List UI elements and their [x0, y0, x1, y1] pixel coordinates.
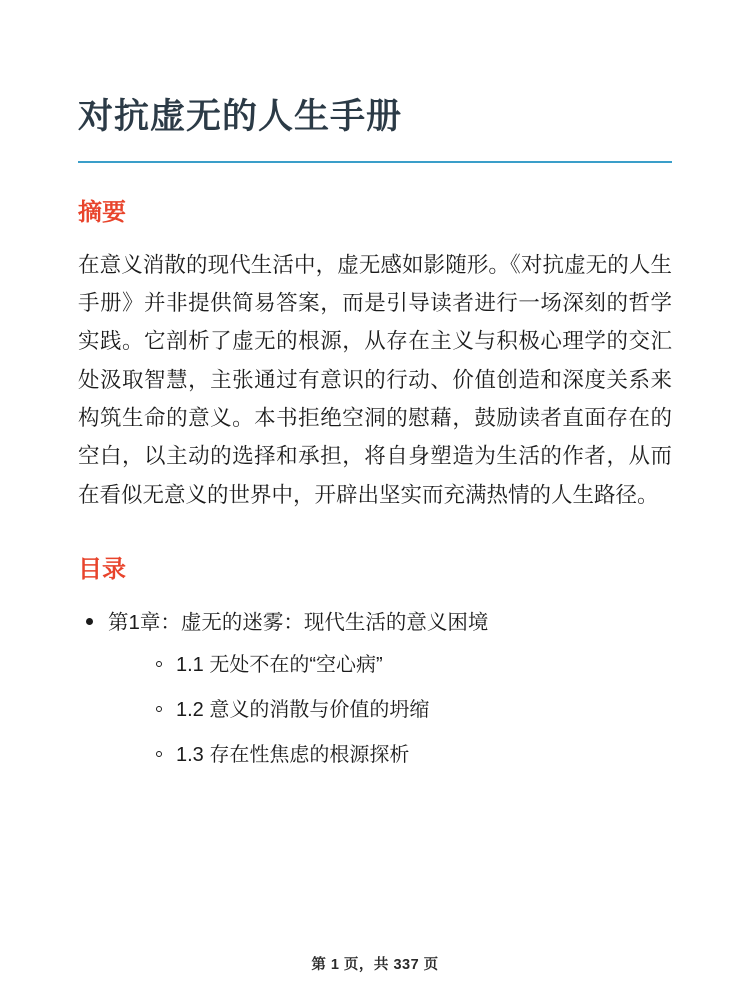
toc-section-label: 1.3 存在性焦虑的根源探析 — [176, 743, 410, 766]
toc-chapter-item[interactable] — [78, 607, 672, 771]
toc-list — [78, 607, 672, 771]
bullet-icon — [86, 618, 93, 625]
toc-sublist — [108, 650, 672, 771]
page-title: 对抗虚无的人生手册 — [78, 97, 403, 136]
toc-section-label: 1.1 无处不在的“空心病” — [176, 653, 383, 676]
toc-chapter-label: 第1章：虚无的迷雾：现代生活的意义困境 — [108, 610, 489, 634]
hollow-bullet-icon — [156, 706, 162, 712]
toc-section-label: 1.2 意义的消散与价值的坍缩 — [176, 698, 430, 721]
hollow-bullet-icon — [156, 751, 162, 757]
title-divider — [78, 161, 672, 163]
page-footer: 第 1 页，共 337 页 — [311, 957, 439, 973]
toc-section-item[interactable] — [150, 740, 672, 771]
hollow-bullet-icon — [156, 661, 162, 667]
toc-section-item[interactable] — [150, 695, 672, 726]
toc-section-item[interactable] — [150, 650, 672, 681]
abstract-heading: 摘要 — [78, 198, 126, 226]
toc-heading: 目录 — [78, 555, 126, 583]
abstract-body: 在意义消散的现代生活中，虚无感如影随形。《对抗虚无的人生手册》并非提供简易答案，而是引导读者进行一场深刻的哲学实践。它剖析了虚无的根源，从存在主义与积极心理学的交汇处汲取智慧，主张通过有意识的行动、价值创造和深度关系来构筑生命的意义。本书拒绝空洞的慰藉，鼓励读者直面存在的空白，以主动的选择和承担，将自身塑造为生活的作者，从而在看似无意义的世界中，开辟出坚实而充满热情的人生路径。 — [78, 252, 672, 507]
